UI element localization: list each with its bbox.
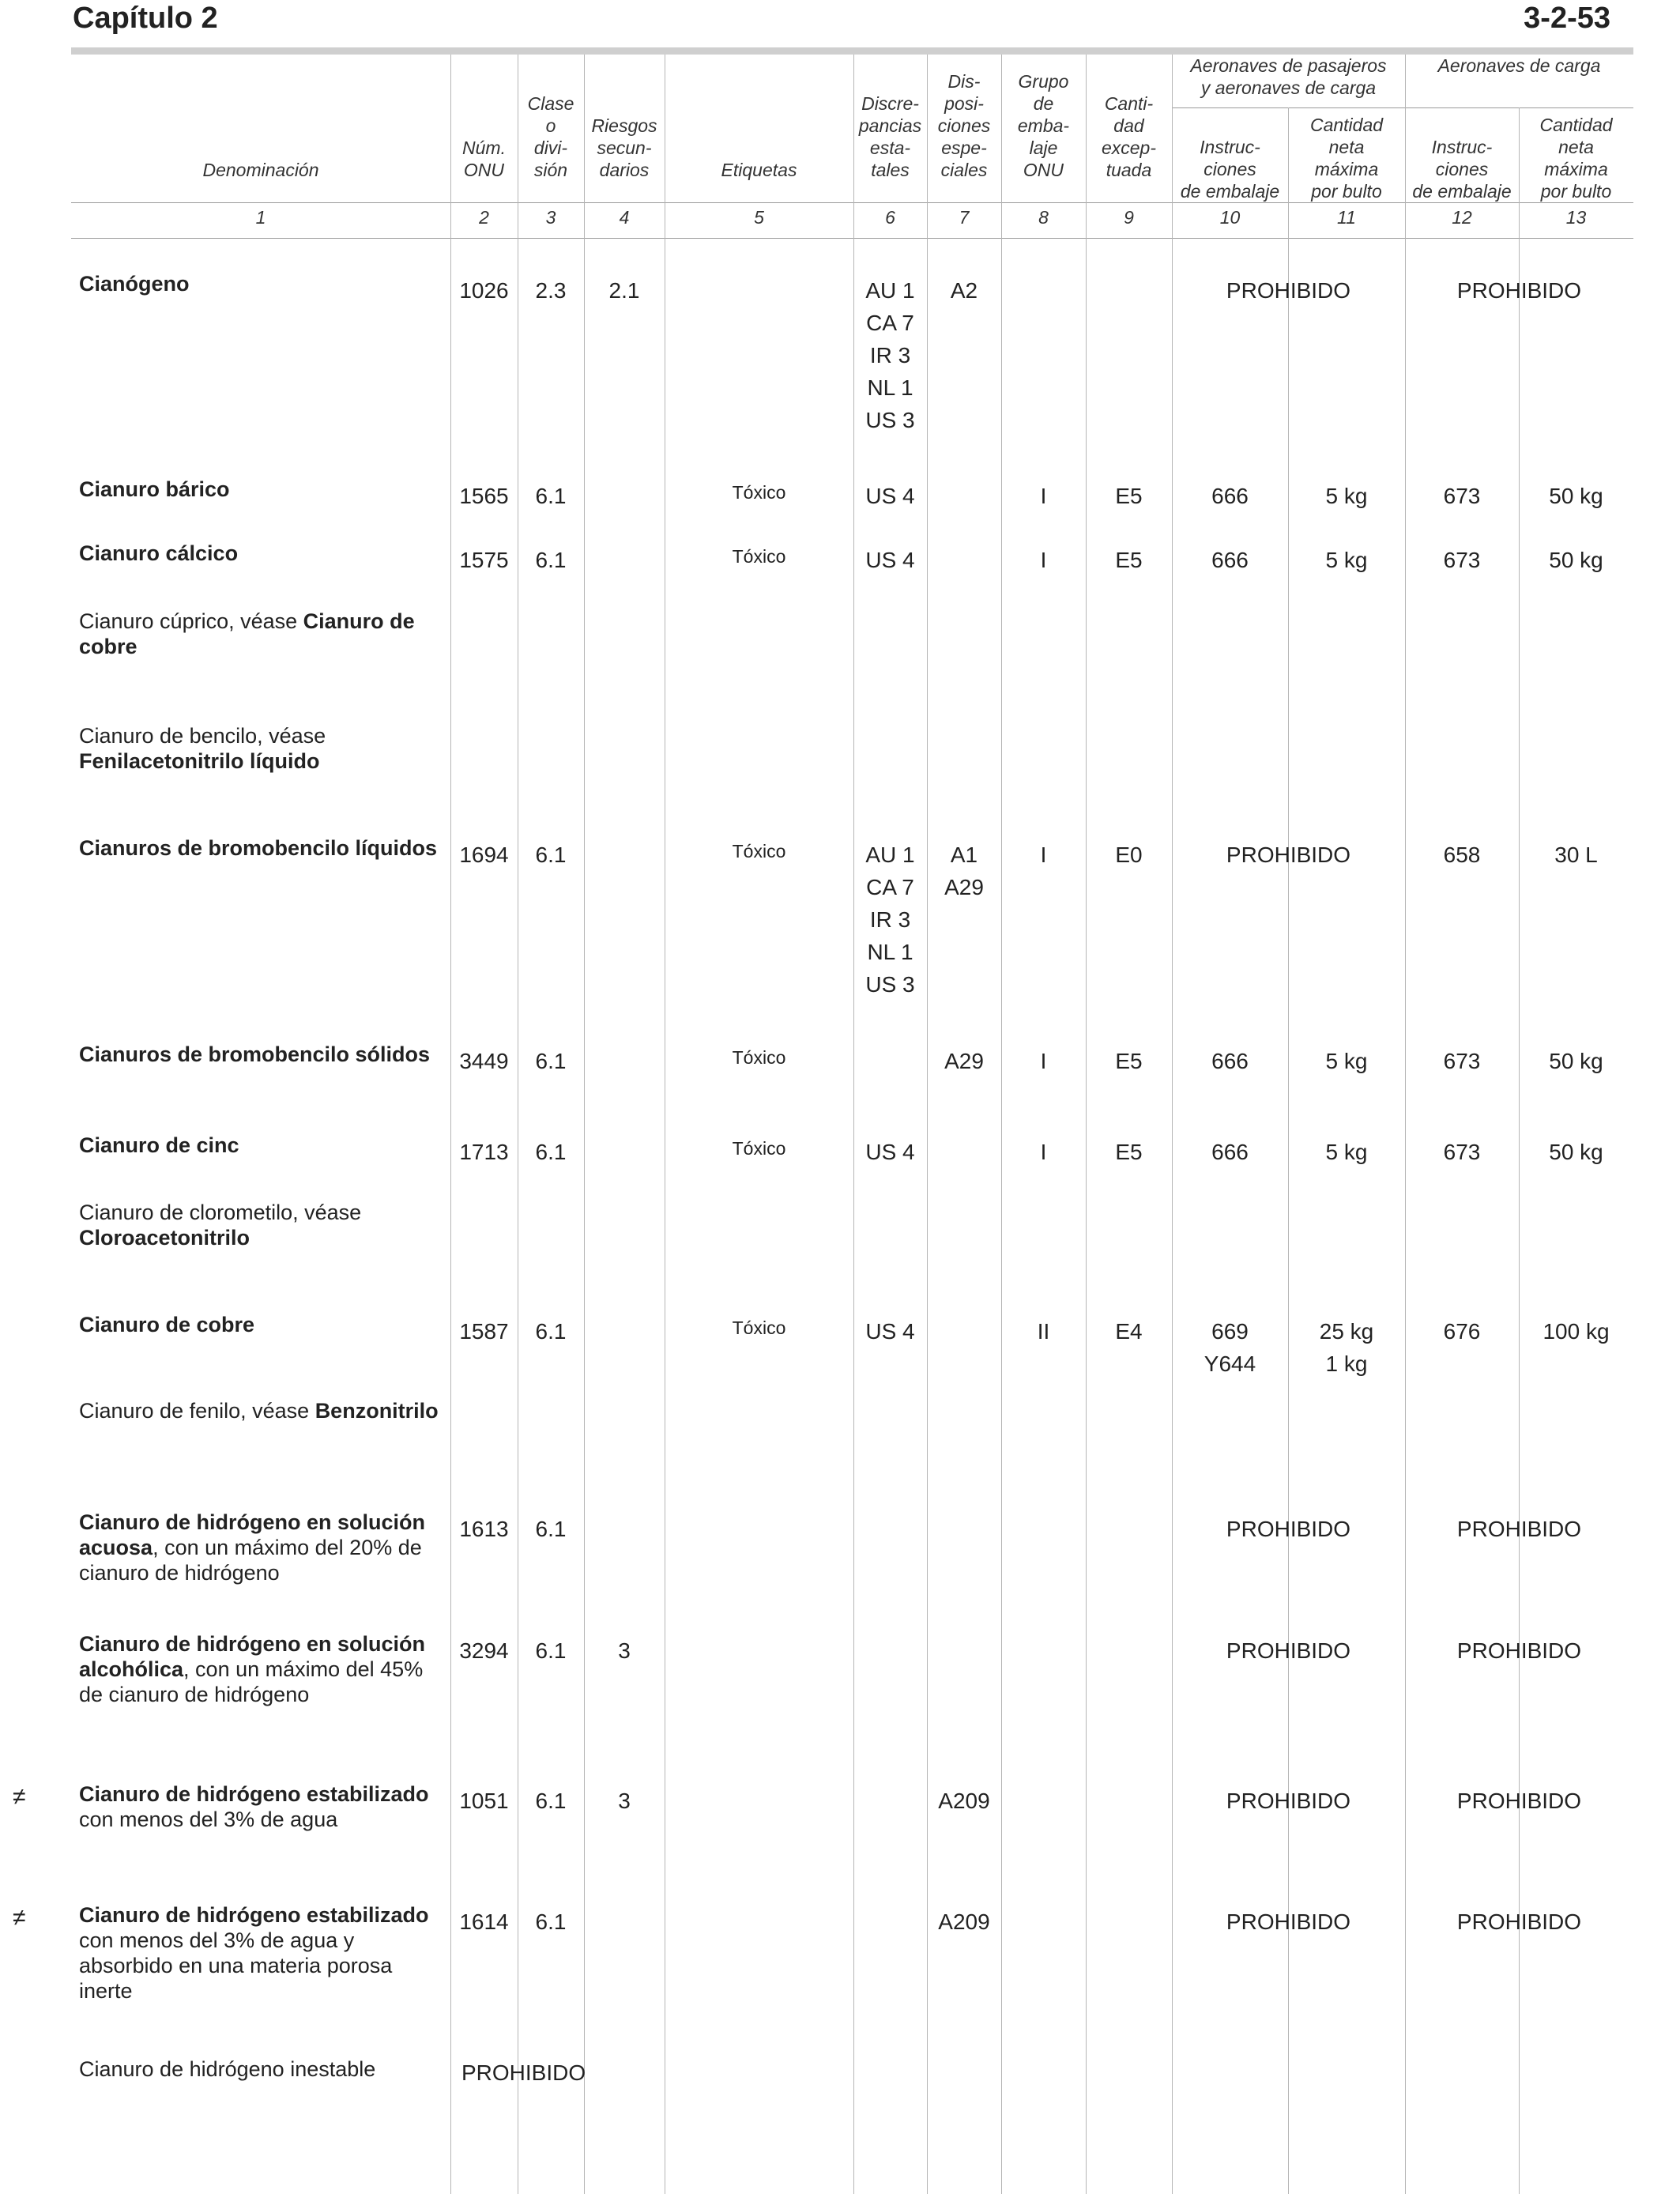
cargo-max-quantity: 50 kg <box>1549 1140 1603 1164</box>
page-number: 3-2-53 <box>1524 2 1610 35</box>
col-divider <box>1086 55 1087 2194</box>
pax-max-quantity: 5 kg <box>1325 548 1368 572</box>
cargo-max-quantity: 50 kg <box>1549 1049 1603 1073</box>
entry-name: Cianuro bárico <box>79 477 230 501</box>
col-header-labels: Etiquetas <box>721 160 797 180</box>
col-header-pax-instructions: Instruc- ciones de embalaje <box>1180 137 1280 202</box>
col-header-cargo-instructions: Instruc- ciones de embalaje <box>1412 137 1512 202</box>
col-header-passenger-group: Aeronaves de pasajeros y aeronaves de carga <box>1190 55 1387 98</box>
hazard-label: Tóxico <box>732 482 786 503</box>
packing-group: I <box>1040 843 1047 867</box>
excepted-quantity: E5 <box>1115 548 1143 572</box>
class-division: 6.1 <box>535 1789 567 1813</box>
passenger-prohibited: PROHIBIDO <box>1226 843 1351 867</box>
pax-max-quantity: 5 kg <box>1325 1049 1368 1073</box>
column-number: 6 <box>885 207 895 228</box>
class-division: 2.3 <box>535 278 567 303</box>
state-variations: AU 1 CA 7 IR 3 NL 1 US 3 <box>865 843 915 997</box>
top-rule <box>71 47 1633 55</box>
pax-max-quantity: 5 kg <box>1325 484 1368 508</box>
subsidiary-risk: 3 <box>618 1789 631 1813</box>
change-mark: ≠ <box>13 1784 26 1810</box>
cargo-max-quantity: 50 kg <box>1549 548 1603 572</box>
class-division: 6.1 <box>535 843 567 867</box>
un-number: 1587 <box>459 1319 509 1344</box>
column-number: 11 <box>1337 207 1356 228</box>
un-number: 1694 <box>459 843 509 867</box>
column-number-rule <box>71 238 1633 239</box>
cargo-packing-instruction: 673 <box>1443 1049 1481 1073</box>
state-variations: US 4 <box>865 548 915 572</box>
hazard-label: Tóxico <box>732 1318 786 1338</box>
entry-name: Cianógeno <box>79 272 190 296</box>
cargo-prohibited: PROHIBIDO <box>1456 1517 1582 1541</box>
packing-group: I <box>1040 1049 1047 1073</box>
class-division: 6.1 <box>535 1909 567 1934</box>
entry-name: Cianuro de hidrógeno estabilizado con menos del 3% de agua <box>79 1782 429 1831</box>
column-number: 7 <box>959 207 970 228</box>
class-division: 6.1 <box>535 1140 567 1164</box>
class-division: 6.1 <box>535 548 567 572</box>
un-number: 3294 <box>459 1638 509 1663</box>
col-header-name: Denominación <box>202 160 319 180</box>
passenger-prohibited: PROHIBIDO <box>1226 1909 1351 1934</box>
col-header-pax-quantity: Cantidad neta máxima por bulto <box>1309 115 1384 202</box>
col-divider <box>450 55 451 2194</box>
un-number: 3449 <box>459 1049 509 1073</box>
col-header-subsidiary: Riesgos secun- darios <box>591 115 657 180</box>
excepted-quantity: E5 <box>1115 1140 1143 1164</box>
pax-max-quantity: 5 kg <box>1325 1140 1368 1164</box>
entry-name: Cianuro de hidrógeno en solución alcohólica, con un máximo del 45% de cianuro de hidrógeno <box>79 1632 426 1706</box>
hazard-label: Tóxico <box>732 1138 786 1159</box>
special-provisions: A2 <box>950 278 978 303</box>
cargo-prohibited: PROHIBIDO <box>1456 278 1582 303</box>
column-number: 5 <box>754 207 764 228</box>
entry-name: Cianuro de cinc <box>79 1133 239 1157</box>
col-divider <box>584 55 585 2194</box>
subsidiary-risk: 2.1 <box>608 278 640 303</box>
packing-group: II <box>1037 1319 1050 1344</box>
excepted-quantity: E0 <box>1115 843 1143 867</box>
cargo-max-quantity: 50 kg <box>1549 484 1603 508</box>
column-number: 8 <box>1038 207 1049 228</box>
class-division: 6.1 <box>535 484 567 508</box>
pax-packing-instruction: 669 Y644 <box>1203 1319 1256 1376</box>
hazard-label: Tóxico <box>732 1047 786 1068</box>
passenger-prohibited: PROHIBIDO <box>1226 1517 1351 1541</box>
hazard-label: Tóxico <box>732 841 786 861</box>
column-number: 12 <box>1452 207 1472 228</box>
class-division: 6.1 <box>535 1638 567 1663</box>
entry-name: Cianuro cúprico, véase Cianuro de cobre <box>79 609 415 658</box>
special-provisions: A1 A29 <box>944 843 984 899</box>
un-number: 1713 <box>459 1140 509 1164</box>
hazard-label: Tóxico <box>732 546 786 567</box>
cargo-packing-instruction: 673 <box>1443 548 1481 572</box>
class-division: 6.1 <box>535 1319 567 1344</box>
packing-group: I <box>1040 1140 1047 1164</box>
packing-group: I <box>1040 484 1047 508</box>
cargo-prohibited: PROHIBIDO <box>1456 1638 1582 1663</box>
subsidiary-risk: 3 <box>618 1638 631 1663</box>
packing-group: I <box>1040 548 1047 572</box>
passenger-prohibited: PROHIBIDO <box>1226 1789 1351 1813</box>
cargo-packing-instruction: 673 <box>1443 484 1481 508</box>
un-number: 1051 <box>459 1789 509 1813</box>
col-header-special: Dis- posi- ciones espe- ciales <box>937 71 991 180</box>
passenger-prohibited: PROHIBIDO <box>1226 1638 1351 1663</box>
col-header-packing-group: Grupo de emba- laje ONU <box>1017 71 1070 180</box>
excepted-quantity: E4 <box>1115 1319 1143 1344</box>
cargo-packing-instruction: 676 <box>1443 1319 1481 1344</box>
state-variations: US 4 <box>865 1140 915 1164</box>
chapter-title: Capítulo 2 <box>73 2 218 35</box>
excepted-quantity: E5 <box>1115 1049 1143 1073</box>
column-number: 9 <box>1124 207 1134 228</box>
entry-name: Cianuro de hidrógeno estabilizado con menos del 3% de agua y absorbido en una materia porosa inerte <box>79 1903 429 2003</box>
col-header-cargo-group: Aeronaves de carga <box>1437 55 1601 76</box>
pax-packing-instruction: 666 <box>1211 548 1249 572</box>
un-number: 1614 <box>459 1909 509 1934</box>
special-provisions: A209 <box>938 1909 990 1934</box>
entry-name: Cianuro de bencilo, véase Fenilacetonitrilo líquido <box>79 724 326 773</box>
col-divider <box>927 55 928 2194</box>
cargo-prohibited: PROHIBIDO <box>1456 1909 1582 1934</box>
all-prohibited: PROHIBIDO <box>461 2060 586 2085</box>
entry-name: Cianuro de hidrógeno inestable <box>79 2057 376 2081</box>
entry-name: Cianuro de cobre <box>79 1313 255 1336</box>
entry-name: Cianuro de hidrógeno en solución acuosa, con un máximo del 20% de cianuro de hidrógeno <box>79 1510 426 1585</box>
col-divider <box>1172 55 1173 2194</box>
column-number: 13 <box>1565 207 1587 228</box>
cargo-max-quantity: 30 L <box>1554 843 1598 867</box>
cargo-packing-instruction: 673 <box>1443 1140 1481 1164</box>
entry-name: Cianuro de fenilo, véase Benzonitrilo <box>79 1399 439 1423</box>
un-number: 1613 <box>459 1517 509 1541</box>
excepted-quantity: E5 <box>1115 484 1143 508</box>
special-provisions: A209 <box>938 1789 990 1813</box>
col-header-variations: Discre- pancias esta- tales <box>858 93 922 180</box>
column-number: 3 <box>545 207 556 228</box>
class-division: 6.1 <box>535 1049 567 1073</box>
pax-packing-instruction: 666 <box>1211 1140 1249 1164</box>
un-number: 1575 <box>459 548 509 572</box>
special-provisions: A29 <box>944 1049 984 1073</box>
cargo-packing-instruction: 658 <box>1443 843 1481 867</box>
entry-name: Cianuros de bromobencilo sólidos <box>79 1042 431 1066</box>
col-header-excepted: Canti- dad excep- tuada <box>1101 93 1157 180</box>
column-number: 1 <box>255 207 266 228</box>
col-divider <box>1001 55 1002 2194</box>
entry-name: Cianuro cálcico <box>79 541 239 565</box>
cargo-prohibited: PROHIBIDO <box>1456 1789 1582 1813</box>
cargo-max-quantity: 100 kg <box>1543 1319 1610 1344</box>
passenger-prohibited: PROHIBIDO <box>1226 278 1351 303</box>
entry-name: Cianuro de clorometilo, véase Cloroacetonitrilo <box>79 1201 362 1250</box>
state-variations: AU 1 CA 7 IR 3 NL 1 US 3 <box>865 278 915 432</box>
un-number: 1026 <box>459 278 509 303</box>
entry-name: Cianuros de bromobencilo líquidos <box>79 836 438 860</box>
column-number: 10 <box>1219 207 1241 228</box>
change-mark: ≠ <box>13 1905 26 1931</box>
col-header-cargo-quantity: Cantidad neta máxima por bulto <box>1539 115 1613 202</box>
class-division: 6.1 <box>535 1517 567 1541</box>
state-variations: US 4 <box>865 484 915 508</box>
un-number: 1565 <box>459 484 509 508</box>
pax-packing-instruction: 666 <box>1211 484 1249 508</box>
pax-max-quantity: 25 kg 1 kg <box>1319 1319 1374 1376</box>
column-number: 2 <box>479 207 489 228</box>
column-number: 4 <box>619 207 630 228</box>
col-header-un: Núm. ONU <box>462 138 506 180</box>
col-header-class: Clase o divi- sión <box>527 93 574 180</box>
col-divider <box>1405 55 1406 2194</box>
header-bottom-rule <box>71 202 1633 203</box>
state-variations: US 4 <box>865 1319 915 1344</box>
pax-packing-instruction: 666 <box>1211 1049 1249 1073</box>
